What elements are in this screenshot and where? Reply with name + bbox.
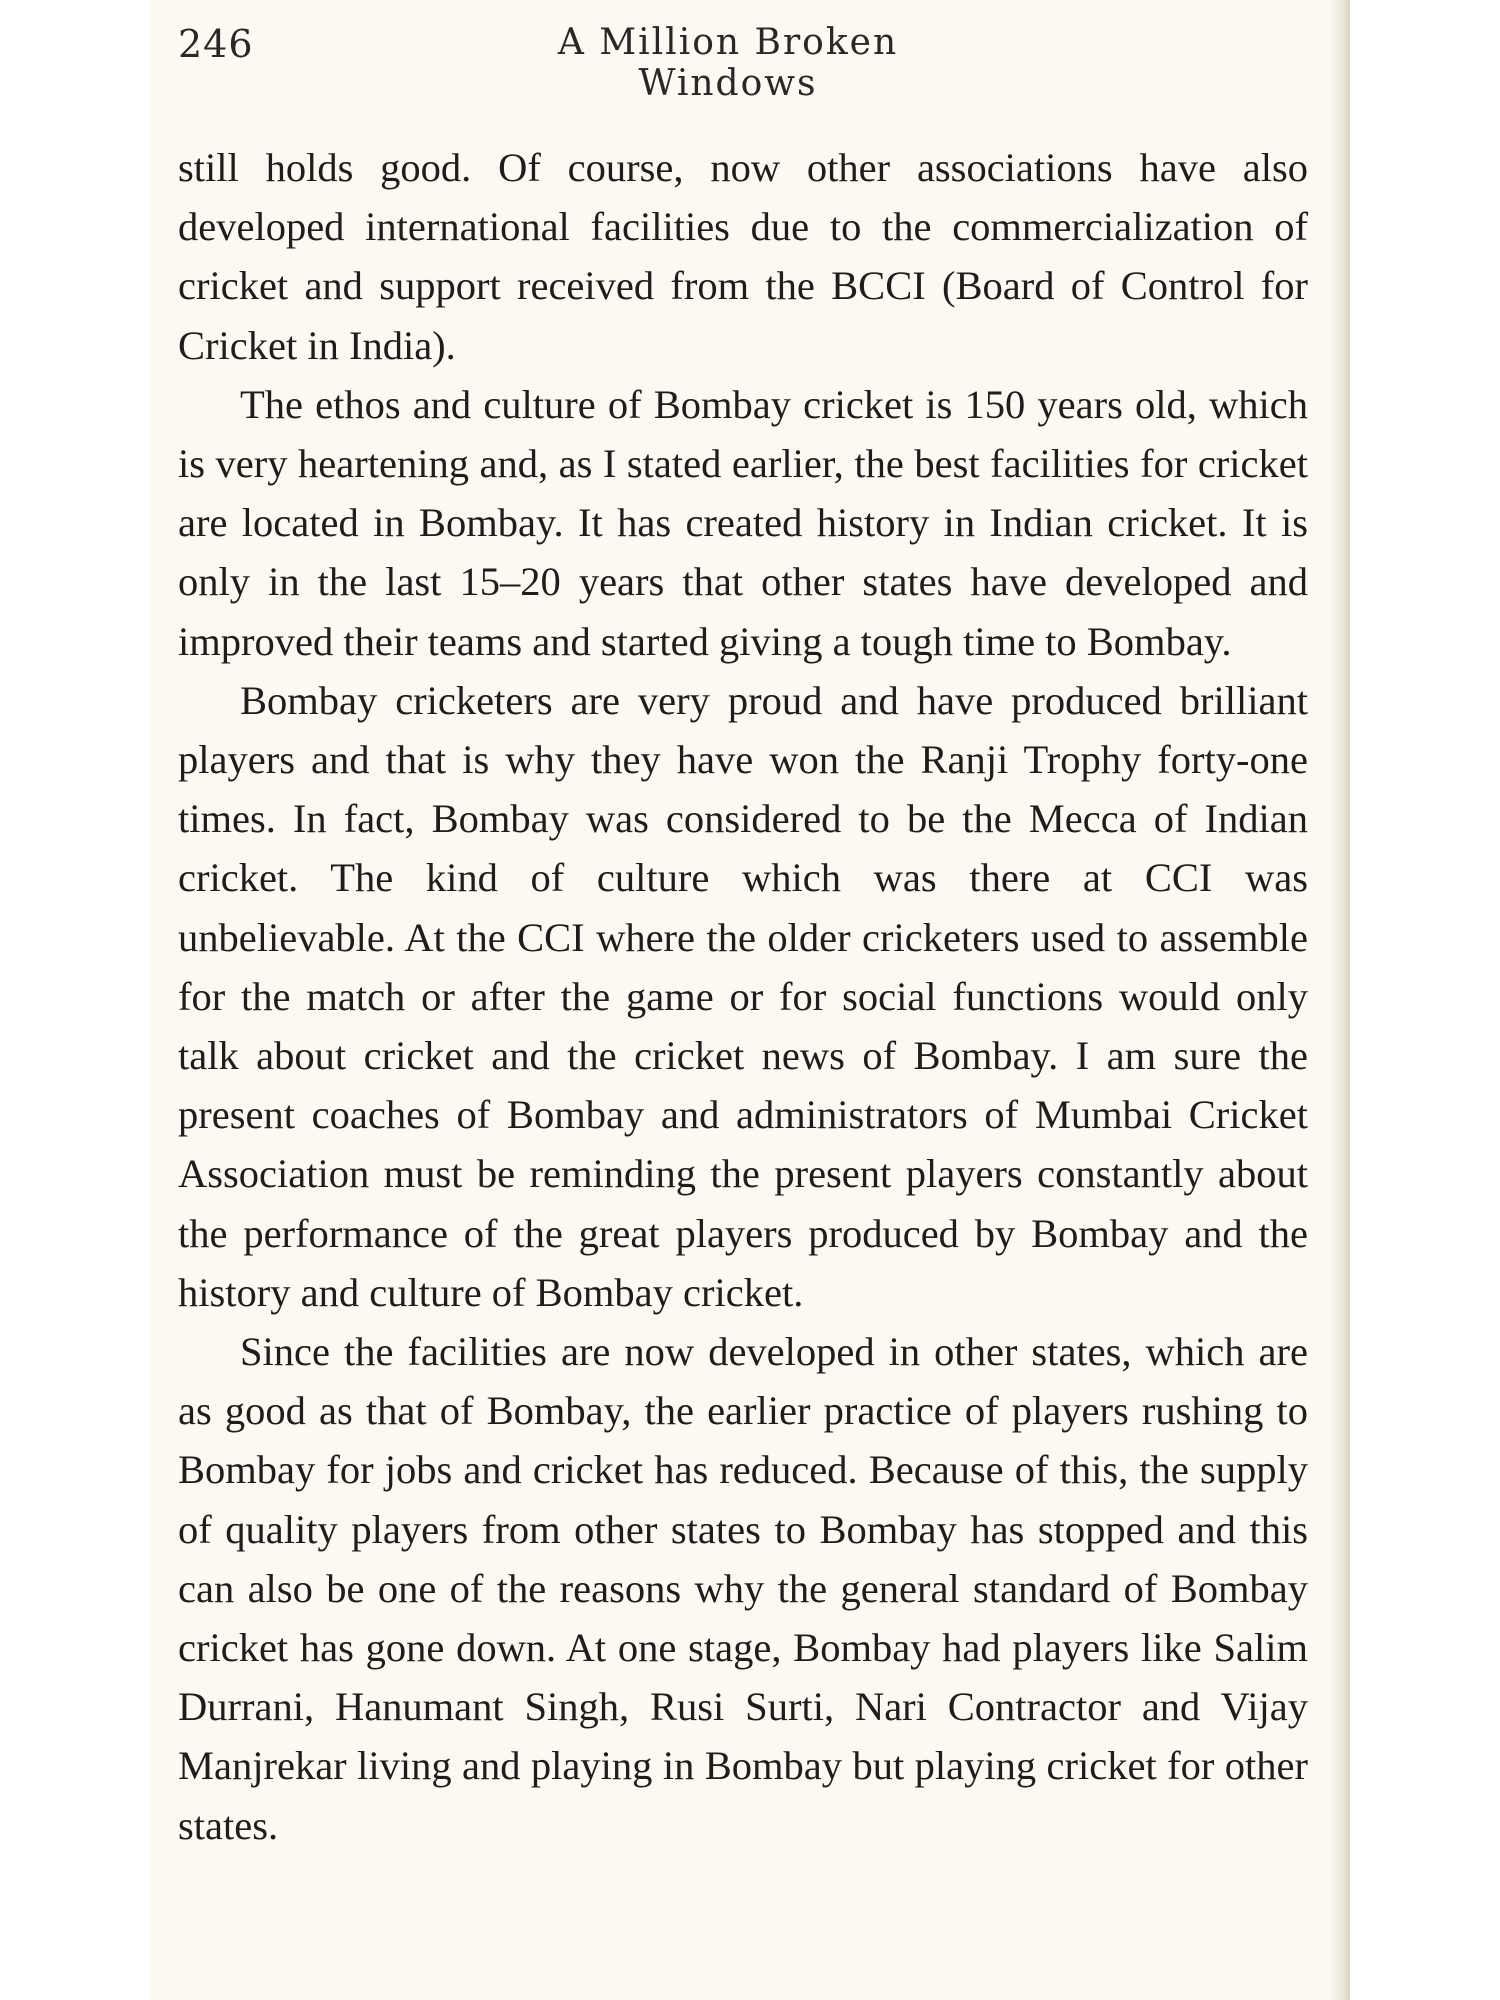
paragraph: Since the facilities are now developed in other states, which are as good as that of Bombay, the earlier practice of players rushing to Bombay for jobs and cricket has reduced. Because of this, the supply of quality players from other states to Bombay has stopped and this can also be one of the reasons why the general standard of Bombay cricket has gone down. At one stage, Bombay had players like Salim Durrani, Hanumant Singh, Rusi Surti, Nari Contractor and Vijay Manjrekar living and playing in Bombay but playing cricket for other states.	[178, 1329, 1308, 1848]
page-number: 246	[178, 22, 254, 66]
paragraph: still holds good. Of course, now other associations have also developed international facilities due to the commercialization of cricket and support received from the BCCI (Board of Control for Cricket in India).	[178, 145, 1308, 368]
paragraph: The ethos and culture of Bombay cricket is 150 years old, which is very heartening and, as I stated earlier, the best facilities for cricket are located in Bombay. It has created history in Indian cricket. It is only in the last 15–20 years that other states have developed and improved their teams and started giving a tough time to Bombay.	[178, 381, 1308, 664]
body-text	[178, 138, 1308, 1855]
page-gutter-shadow	[1330, 0, 1350, 2000]
running-title: A Million Broken Windows	[557, 22, 899, 104]
page-header	[178, 22, 1318, 104]
paragraph: Bombay cricketers are very proud and have produced brilliant players and that is why they have won the Ranji Trophy forty-one times. In fact, Bombay was considered to be the Mecca of Indian cricket. The kind of culture which was there at CCI was unbelievable. At the CCI where the older cricketers used to assemble for the match or after the game or for social functions would only talk about cricket and the cricket news of Bombay. I am sure the present coaches of Bombay and administrators of Mumbai Cricket Association must be reminding the present players constantly about the performance of the great players produced by Bombay and the history and culture of Bombay cricket.	[178, 677, 1308, 1315]
